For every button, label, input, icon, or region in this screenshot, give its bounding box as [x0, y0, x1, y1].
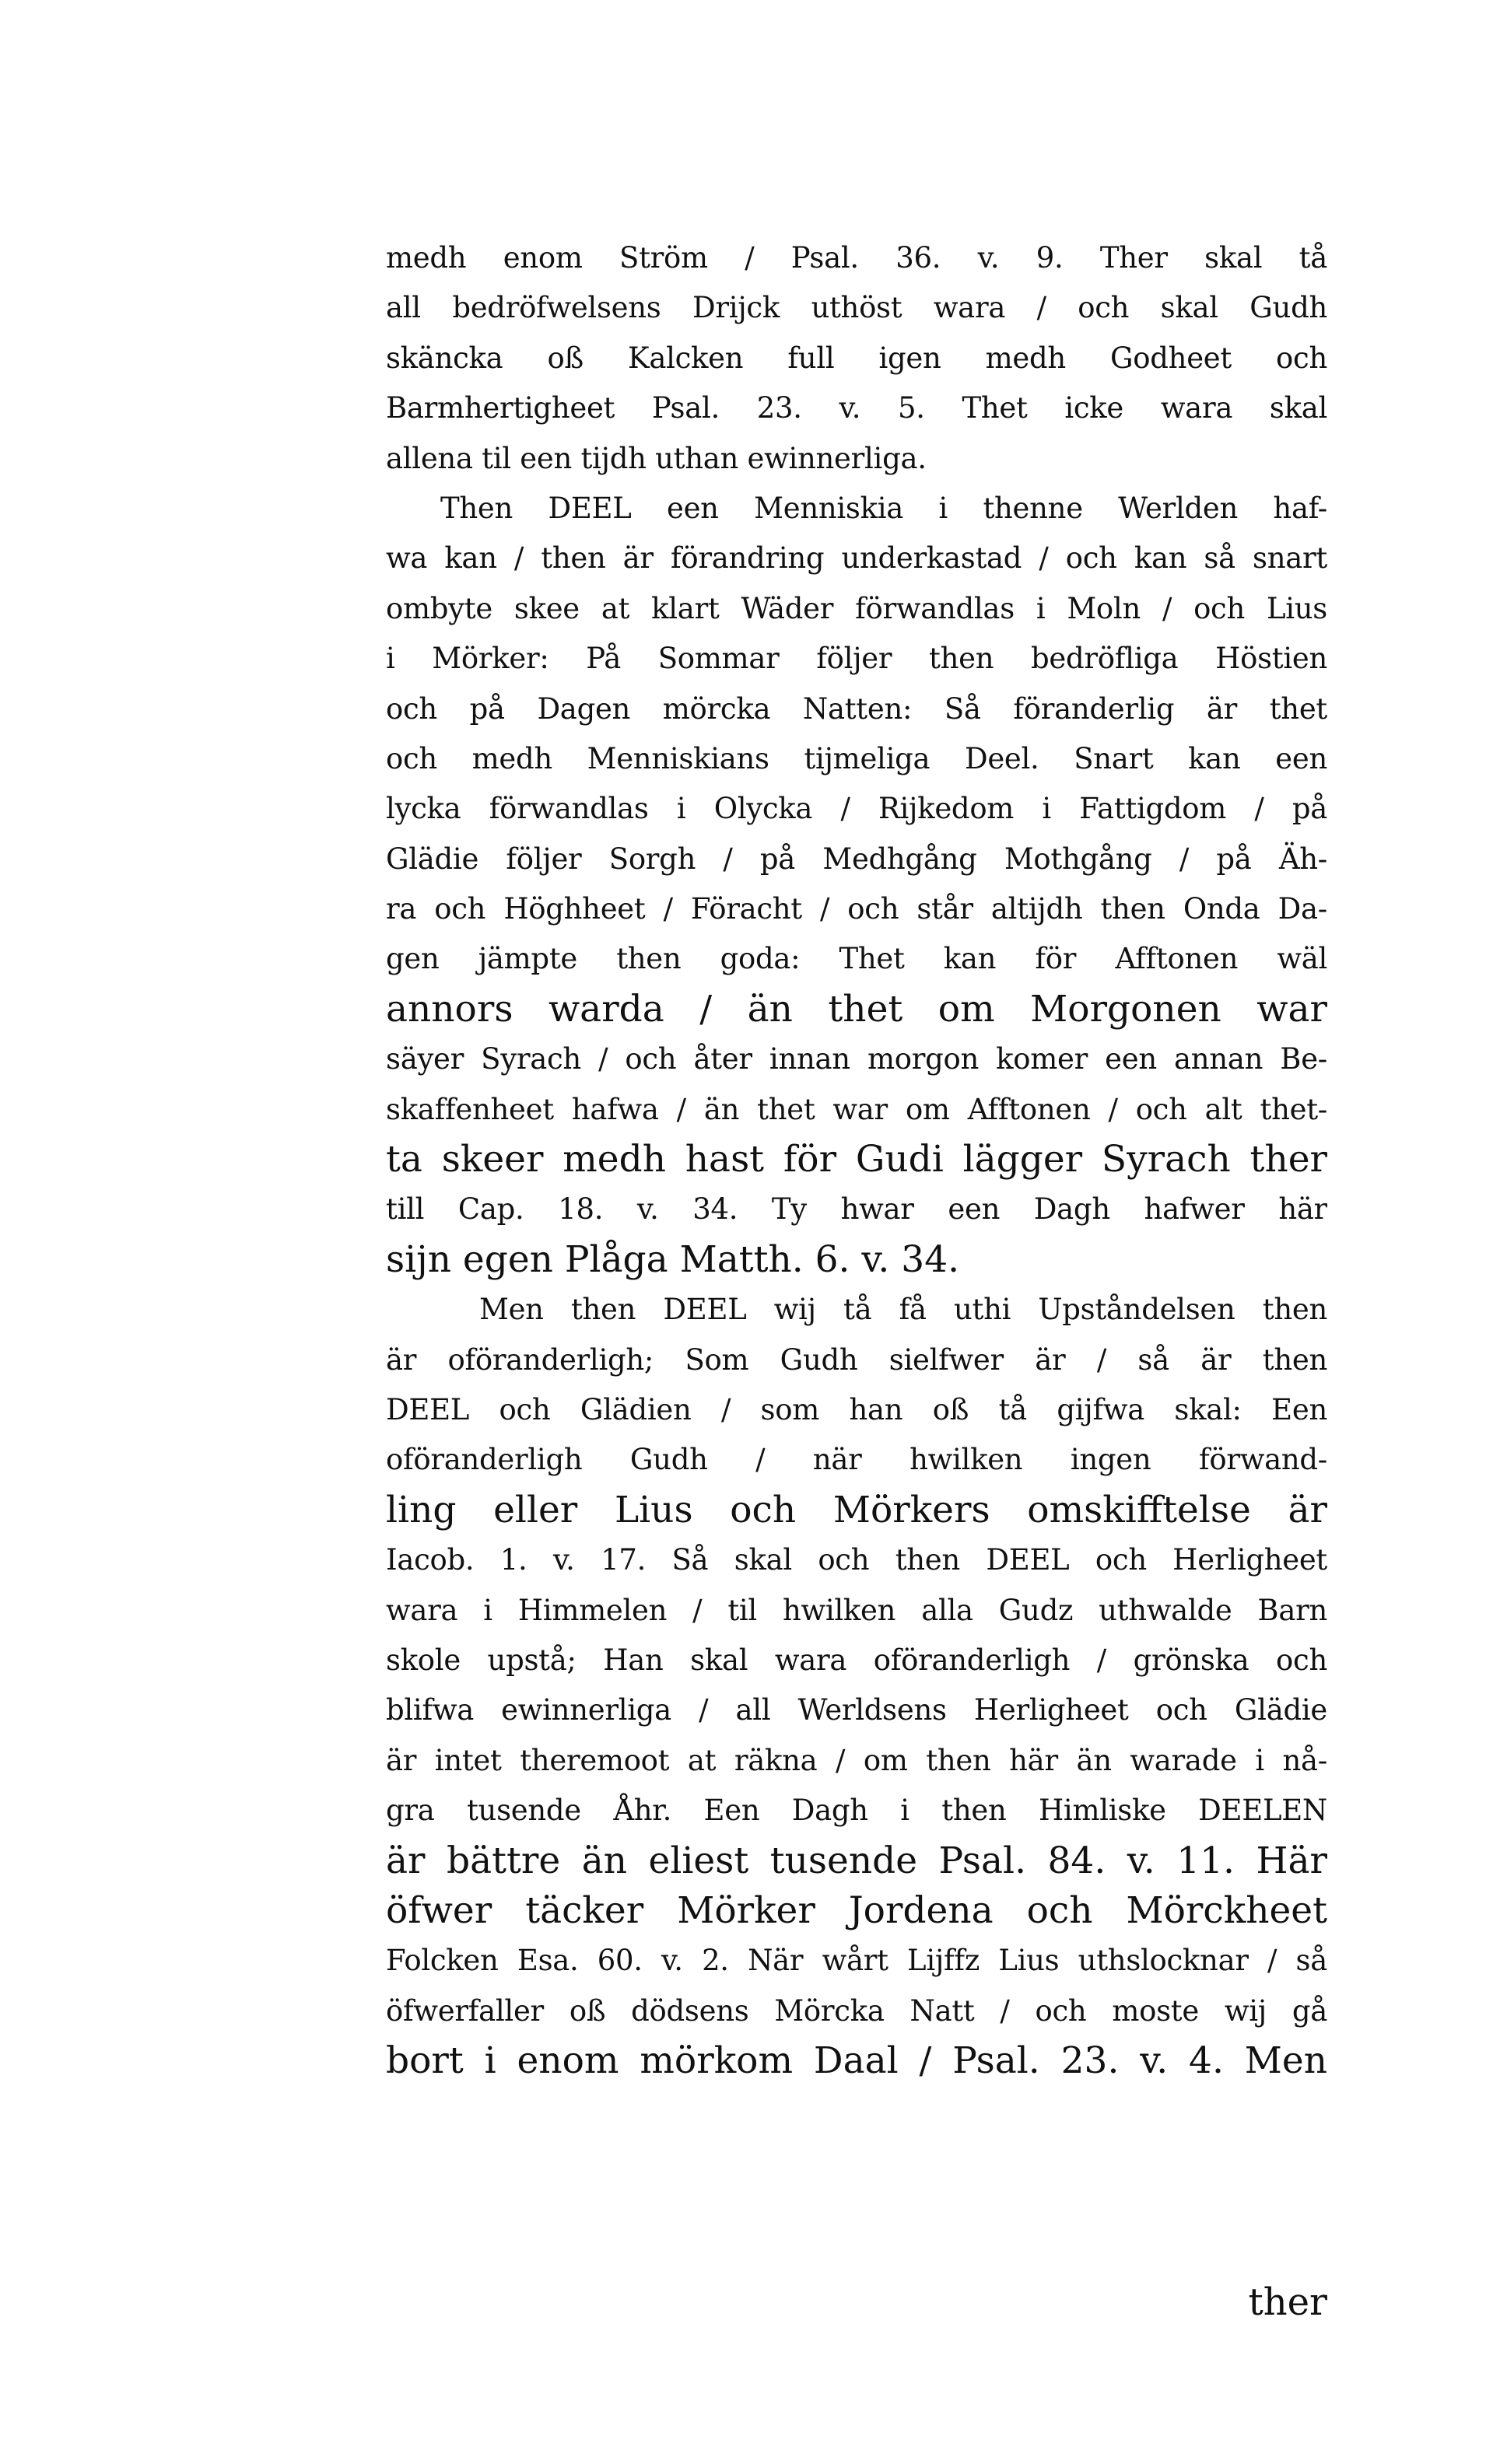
- text-line: öfwer täcker Mörker Jordena och Mörckheet: [386, 1888, 1327, 1932]
- text-line: ling eller Lius och Mörkers omskifftelse är: [386, 1488, 1327, 1531]
- text-line: DEEL och Glädien / som han oß tå gijfwa skal: Een: [386, 1392, 1327, 1426]
- text-line: gen jämpte then goda: Thet kan för Afftonen wäl: [386, 942, 1327, 976]
- text-line: lycka förwandlas i Olycka / Rijkedom i Fattigdom / på: [386, 792, 1327, 826]
- text-line: sijn egen Plåga Matth. 6. v. 34.: [386, 1237, 960, 1281]
- text-line: och på Dagen mörcka Natten: Så föranderlig är thet: [386, 691, 1327, 726]
- text-line: öfwerfaller oß dödsens Mörcka Natt / och moste wij gå: [386, 1993, 1327, 2028]
- text-line: är bättre än eliest tusende Psal. 84. v. 11. Här: [386, 1839, 1327, 1882]
- body-text: [386, 233, 1327, 2086]
- text-line: Barmhertigheet Psal. 23. v. 5. Thet icke wara skal: [386, 391, 1327, 425]
- text-line: wa kan / then är förandring underkastad / och kan så snart: [386, 541, 1327, 576]
- text-line: blifwa ewinnerliga / all Werldsens Herligheet och Glädie: [386, 1693, 1327, 1727]
- text-line: i Mörker: På Sommar följer then bedröfliga Höstien: [386, 642, 1327, 676]
- text-line: wara i Himmelen / til hwilken alla Gudz uthwalde Barn: [386, 1593, 1327, 1627]
- text-line: skaffenheet hafwa / än thet war om Afftonen / och alt thet-: [386, 1092, 1327, 1126]
- text-line: medh enom Ström / Psal. 36. v. 9. Ther skal tå: [386, 241, 1327, 275]
- text-line: skäncka oß Kalcken full igen medh Godheet och: [386, 341, 1327, 375]
- text-line: annors warda / än thet om Morgonen war: [386, 987, 1327, 1031]
- text-line: är intet theremoot at räkna / om then här än warade i nå-: [386, 1743, 1327, 1777]
- text-line: och medh Menniskians tijmeliga Deel. Snart kan een: [386, 741, 1327, 775]
- text-line: Glädie följer Sorgh / på Medhgång Mothgång / på Äh-: [386, 842, 1327, 876]
- catchword: ther: [1248, 2280, 1327, 2324]
- text-line: bort i enom mörkom Daal / Psal. 23. v. 4. Men: [386, 2039, 1327, 2083]
- text-line: till Cap. 18. v. 34. Ty hwar een Dagh hafwer här: [386, 1192, 1327, 1227]
- text-line: skole upstå; Han skal wara oföranderligh / grönska och: [386, 1643, 1327, 1677]
- text-line: Then DEEL een Menniskia i thenne Werlden haf-: [440, 491, 1327, 525]
- text-line: ta skeer medh hast för Gudi lägger Syrach ther: [386, 1138, 1327, 1181]
- text-line: all bedröfwelsens Drijck uthöst wara / och skal Gudh: [386, 291, 1327, 325]
- text-line: ombyte skee at klart Wäder förwandlas i Moln / och Lius: [386, 591, 1327, 625]
- text-line: Men then DEEL wij tå få uthi Upståndelsen then: [479, 1293, 1327, 1327]
- text-line: ra och Höghheet / Föracht / och står altijdh then Onda Da-: [386, 892, 1327, 926]
- text-line: är oföranderligh; Som Gudh sielfwer är / så är then: [386, 1342, 1327, 1377]
- text-line: Folcken Esa. 60. v. 2. När wårt Lijffz Lius uthslocknar / så: [386, 1944, 1327, 1978]
- text-line: allena til een tijdh uthan ewinnerliga.: [386, 441, 927, 475]
- text-line: Iacob. 1. v. 17. Så skal och then DEEL och Herligheet: [386, 1543, 1327, 1577]
- text-line: säyer Syrach / och åter innan morgon komer een annan Be-: [386, 1042, 1327, 1076]
- text-line: gra tusende Åhr. Een Dagh i then Himliske DEELEN: [386, 1794, 1327, 1828]
- text-line: oföranderligh Gudh / när hwilken ingen förwand-: [386, 1443, 1327, 1477]
